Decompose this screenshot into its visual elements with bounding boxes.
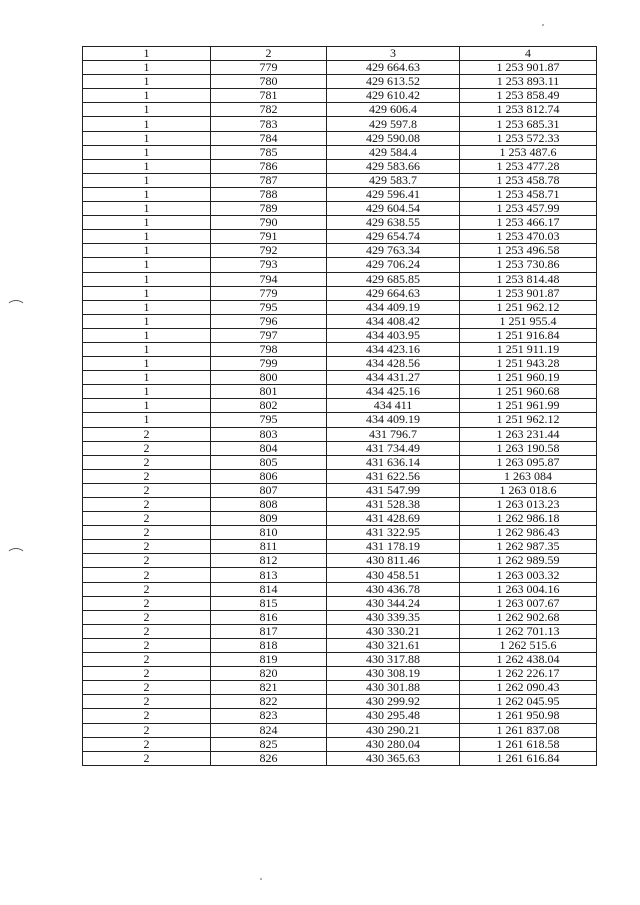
x-coordinate-cell: 431 636.14 — [327, 455, 460, 469]
contour-number-cell: 2 — [83, 638, 211, 652]
contour-number-cell: 1 — [83, 61, 211, 75]
y-coordinate-cell: 1 262 090.43 — [460, 681, 597, 695]
x-coordinate-cell: 430 280.04 — [327, 737, 460, 751]
contour-number-cell: 2 — [83, 610, 211, 624]
contour-number-cell: 2 — [83, 540, 211, 554]
y-coordinate-cell: 1 263 095.87 — [460, 455, 597, 469]
point-number-cell: 814 — [211, 582, 327, 596]
point-number-cell: 795 — [211, 413, 327, 427]
x-coordinate-cell: 429 596.41 — [327, 187, 460, 201]
x-coordinate-cell: 429 654.74 — [327, 230, 460, 244]
contour-number-cell: 1 — [83, 357, 211, 371]
x-coordinate-cell: 430 290.21 — [327, 723, 460, 737]
table-row — [83, 300, 597, 314]
y-coordinate-cell: 1 253 496.58 — [460, 244, 597, 258]
x-coordinate-cell: 431 322.95 — [327, 526, 460, 540]
table-row — [83, 681, 597, 695]
x-coordinate-cell: 429 613.52 — [327, 75, 460, 89]
table-row — [83, 638, 597, 652]
point-number-cell: 811 — [211, 540, 327, 554]
table-row — [83, 695, 597, 709]
x-coordinate-cell: 434 409.19 — [327, 413, 460, 427]
y-coordinate-cell: 1 262 989.59 — [460, 554, 597, 568]
point-number-cell: 816 — [211, 610, 327, 624]
point-number-cell: 787 — [211, 173, 327, 187]
point-number-cell: 813 — [211, 568, 327, 582]
contour-number-cell: 1 — [83, 272, 211, 286]
point-number-cell: 823 — [211, 709, 327, 723]
contour-number-cell: 1 — [83, 145, 211, 159]
y-coordinate-cell: 1 251 960.19 — [460, 371, 597, 385]
table-row — [83, 469, 597, 483]
x-coordinate-cell: 429 583.7 — [327, 173, 460, 187]
x-coordinate-cell: 430 295.48 — [327, 709, 460, 723]
point-number-cell: 782 — [211, 103, 327, 117]
table-row — [83, 385, 597, 399]
point-number-cell: 826 — [211, 751, 327, 765]
table-body — [83, 61, 597, 766]
table-row — [83, 568, 597, 582]
x-coordinate-cell: 434 431.27 — [327, 371, 460, 385]
y-coordinate-cell: 1 253 477.28 — [460, 159, 597, 173]
contour-number-cell: 2 — [83, 427, 211, 441]
point-number-cell: 794 — [211, 272, 327, 286]
point-number-cell: 802 — [211, 399, 327, 413]
y-coordinate-cell: 1 253 812.74 — [460, 103, 597, 117]
table-row — [83, 371, 597, 385]
column-header: 1 — [83, 47, 211, 61]
table-row — [83, 328, 597, 342]
x-coordinate-cell: 430 436.78 — [327, 582, 460, 596]
contour-number-cell: 2 — [83, 737, 211, 751]
point-number-cell: 812 — [211, 554, 327, 568]
point-number-cell: 798 — [211, 342, 327, 356]
x-coordinate-cell: 429 638.55 — [327, 216, 460, 230]
y-coordinate-cell: 1 261 616.84 — [460, 751, 597, 765]
contour-number-cell: 2 — [83, 667, 211, 681]
x-coordinate-cell: 429 597.8 — [327, 117, 460, 131]
contour-number-cell: 1 — [83, 159, 211, 173]
point-number-cell: 800 — [211, 371, 327, 385]
y-coordinate-cell: 1 251 916.84 — [460, 328, 597, 342]
y-coordinate-cell: 1 263 003.32 — [460, 568, 597, 582]
y-coordinate-cell: 1 262 045.95 — [460, 695, 597, 709]
contour-number-cell: 1 — [83, 103, 211, 117]
table-row — [83, 540, 597, 554]
y-coordinate-cell: 1 253 893.11 — [460, 75, 597, 89]
y-coordinate-cell: 1 251 961.99 — [460, 399, 597, 413]
y-coordinate-cell: 1 251 960.68 — [460, 385, 597, 399]
contour-number-cell: 2 — [83, 441, 211, 455]
y-coordinate-cell: 1 261 618.58 — [460, 737, 597, 751]
x-coordinate-cell: 430 321.61 — [327, 638, 460, 652]
y-coordinate-cell: 1 262 701.13 — [460, 624, 597, 638]
contour-number-cell: 2 — [83, 483, 211, 497]
table-row — [83, 357, 597, 371]
table-row — [83, 131, 597, 145]
point-number-cell: 799 — [211, 357, 327, 371]
contour-number-cell: 2 — [83, 582, 211, 596]
point-number-cell: 824 — [211, 723, 327, 737]
table-row — [83, 483, 597, 497]
x-coordinate-cell: 431 547.99 — [327, 483, 460, 497]
point-number-cell: 783 — [211, 117, 327, 131]
x-coordinate-cell: 429 606.4 — [327, 103, 460, 117]
contour-number-cell: 1 — [83, 314, 211, 328]
point-number-cell: 808 — [211, 498, 327, 512]
table-row — [83, 399, 597, 413]
contour-number-cell: 2 — [83, 512, 211, 526]
x-coordinate-cell: 429 610.42 — [327, 89, 460, 103]
column-header: 2 — [211, 47, 327, 61]
point-number-cell: 804 — [211, 441, 327, 455]
contour-number-cell: 2 — [83, 526, 211, 540]
table-row — [83, 554, 597, 568]
contour-number-cell: 2 — [83, 653, 211, 667]
point-number-cell: 788 — [211, 187, 327, 201]
table-row — [83, 272, 597, 286]
x-coordinate-cell: 430 299.92 — [327, 695, 460, 709]
y-coordinate-cell: 1 262 515.6 — [460, 638, 597, 652]
contour-number-cell: 2 — [83, 681, 211, 695]
point-number-cell: 780 — [211, 75, 327, 89]
point-number-cell: 805 — [211, 455, 327, 469]
contour-number-cell: 1 — [83, 202, 211, 216]
y-coordinate-cell: 1 253 487.6 — [460, 145, 597, 159]
contour-number-cell: 1 — [83, 399, 211, 413]
y-coordinate-cell: 1 253 458.78 — [460, 173, 597, 187]
table-row — [83, 441, 597, 455]
contour-number-cell: 2 — [83, 751, 211, 765]
point-number-cell: 819 — [211, 653, 327, 667]
y-coordinate-cell: 1 263 004.16 — [460, 582, 597, 596]
table-row — [83, 498, 597, 512]
punch-hole-mark — [6, 300, 26, 316]
x-coordinate-cell: 430 308.19 — [327, 667, 460, 681]
x-coordinate-cell: 430 344.24 — [327, 596, 460, 610]
table-row — [83, 117, 597, 131]
x-coordinate-cell: 431 528.38 — [327, 498, 460, 512]
contour-number-cell: 1 — [83, 258, 211, 272]
contour-number-cell: 2 — [83, 695, 211, 709]
contour-number-cell: 2 — [83, 596, 211, 610]
x-coordinate-cell: 429 584.4 — [327, 145, 460, 159]
column-header: 3 — [327, 47, 460, 61]
point-number-cell: 821 — [211, 681, 327, 695]
contour-number-cell: 2 — [83, 723, 211, 737]
y-coordinate-cell: 1 263 013.23 — [460, 498, 597, 512]
header-row — [83, 47, 597, 61]
punch-hole-mark — [6, 548, 26, 564]
x-coordinate-cell: 429 664.63 — [327, 286, 460, 300]
x-coordinate-cell: 430 365.63 — [327, 751, 460, 765]
table-row — [83, 216, 597, 230]
table-row — [83, 413, 597, 427]
x-coordinate-cell: 431 796.7 — [327, 427, 460, 441]
x-coordinate-cell: 434 428.56 — [327, 357, 460, 371]
table-row — [83, 610, 597, 624]
contour-number-cell: 1 — [83, 286, 211, 300]
point-number-cell: 790 — [211, 216, 327, 230]
x-coordinate-cell: 434 403.95 — [327, 328, 460, 342]
y-coordinate-cell: 1 253 458.71 — [460, 187, 597, 201]
y-coordinate-cell: 1 263 231.44 — [460, 427, 597, 441]
contour-number-cell: 1 — [83, 244, 211, 258]
point-number-cell: 789 — [211, 202, 327, 216]
y-coordinate-cell: 1 253 901.87 — [460, 286, 597, 300]
x-coordinate-cell: 430 458.51 — [327, 568, 460, 582]
point-number-cell: 779 — [211, 61, 327, 75]
x-coordinate-cell: 429 590.08 — [327, 131, 460, 145]
y-coordinate-cell: 1 251 955.4 — [460, 314, 597, 328]
contour-number-cell: 1 — [83, 75, 211, 89]
table-row — [83, 230, 597, 244]
point-number-cell: 784 — [211, 131, 327, 145]
point-number-cell: 797 — [211, 328, 327, 342]
x-coordinate-cell: 430 811.46 — [327, 554, 460, 568]
y-coordinate-cell: 1 253 457.99 — [460, 202, 597, 216]
y-coordinate-cell: 1 262 987.35 — [460, 540, 597, 554]
x-coordinate-cell: 431 622.56 — [327, 469, 460, 483]
x-coordinate-cell: 434 425.16 — [327, 385, 460, 399]
table-row — [83, 145, 597, 159]
point-number-cell: 785 — [211, 145, 327, 159]
table-row — [83, 512, 597, 526]
point-number-cell: 786 — [211, 159, 327, 173]
point-number-cell: 818 — [211, 638, 327, 652]
point-number-cell: 825 — [211, 737, 327, 751]
y-coordinate-cell: 1 262 902.68 — [460, 610, 597, 624]
table-row — [83, 596, 597, 610]
point-number-cell: 817 — [211, 624, 327, 638]
contour-number-cell: 1 — [83, 413, 211, 427]
table-row — [83, 89, 597, 103]
scan-speck — [260, 878, 262, 880]
y-coordinate-cell: 1 253 466.17 — [460, 216, 597, 230]
table-row — [83, 667, 597, 681]
y-coordinate-cell: 1 253 858.49 — [460, 89, 597, 103]
coordinates-table — [82, 46, 597, 766]
contour-number-cell: 1 — [83, 187, 211, 201]
point-number-cell: 803 — [211, 427, 327, 441]
table-row — [83, 244, 597, 258]
y-coordinate-cell: 1 263 007.67 — [460, 596, 597, 610]
table-row — [83, 103, 597, 117]
y-coordinate-cell: 1 253 730.86 — [460, 258, 597, 272]
contour-number-cell: 1 — [83, 173, 211, 187]
x-coordinate-cell: 434 423.16 — [327, 342, 460, 356]
x-coordinate-cell: 429 685.85 — [327, 272, 460, 286]
table-row — [83, 61, 597, 75]
table-row — [83, 723, 597, 737]
y-coordinate-cell: 1 253 814.48 — [460, 272, 597, 286]
table-row — [83, 427, 597, 441]
point-number-cell: 820 — [211, 667, 327, 681]
x-coordinate-cell: 429 706.24 — [327, 258, 460, 272]
x-coordinate-cell: 430 317.88 — [327, 653, 460, 667]
table-row — [83, 314, 597, 328]
point-number-cell: 792 — [211, 244, 327, 258]
point-number-cell: 781 — [211, 89, 327, 103]
x-coordinate-cell: 429 604.54 — [327, 202, 460, 216]
y-coordinate-cell: 1 262 226.17 — [460, 667, 597, 681]
contour-number-cell: 2 — [83, 554, 211, 568]
x-coordinate-cell: 429 763.34 — [327, 244, 460, 258]
point-number-cell: 795 — [211, 300, 327, 314]
x-coordinate-cell: 430 330.21 — [327, 624, 460, 638]
contour-number-cell: 2 — [83, 498, 211, 512]
contour-number-cell: 2 — [83, 624, 211, 638]
y-coordinate-cell: 1 251 911.19 — [460, 342, 597, 356]
point-number-cell: 810 — [211, 526, 327, 540]
table-row — [83, 751, 597, 765]
x-coordinate-cell: 429 583.66 — [327, 159, 460, 173]
y-coordinate-cell: 1 253 685.31 — [460, 117, 597, 131]
point-number-cell: 779 — [211, 286, 327, 300]
table-row — [83, 455, 597, 469]
table-row — [83, 258, 597, 272]
contour-number-cell: 1 — [83, 216, 211, 230]
contour-number-cell: 2 — [83, 709, 211, 723]
x-coordinate-cell: 431 178.19 — [327, 540, 460, 554]
point-number-cell: 793 — [211, 258, 327, 272]
table-row — [83, 159, 597, 173]
table-row — [83, 342, 597, 356]
contour-number-cell: 1 — [83, 117, 211, 131]
scan-speck — [542, 24, 544, 26]
table-row — [83, 653, 597, 667]
contour-number-cell: 2 — [83, 455, 211, 469]
table-row — [83, 202, 597, 216]
contour-number-cell: 1 — [83, 371, 211, 385]
table-row — [83, 286, 597, 300]
y-coordinate-cell: 1 251 962.12 — [460, 300, 597, 314]
table-row — [83, 173, 597, 187]
y-coordinate-cell: 1 262 438.04 — [460, 653, 597, 667]
y-coordinate-cell: 1 253 470.03 — [460, 230, 597, 244]
point-number-cell: 806 — [211, 469, 327, 483]
table-row — [83, 526, 597, 540]
point-number-cell: 822 — [211, 695, 327, 709]
point-number-cell: 796 — [211, 314, 327, 328]
contour-number-cell: 1 — [83, 328, 211, 342]
table-row — [83, 75, 597, 89]
x-coordinate-cell: 430 301.88 — [327, 681, 460, 695]
x-coordinate-cell: 430 339.35 — [327, 610, 460, 624]
y-coordinate-cell: 1 253 572.33 — [460, 131, 597, 145]
x-coordinate-cell: 431 734.49 — [327, 441, 460, 455]
x-coordinate-cell: 434 408.42 — [327, 314, 460, 328]
x-coordinate-cell: 434 411 — [327, 399, 460, 413]
contour-number-cell: 1 — [83, 385, 211, 399]
y-coordinate-cell: 1 261 950.98 — [460, 709, 597, 723]
table-row — [83, 187, 597, 201]
contour-number-cell: 1 — [83, 300, 211, 314]
column-header: 4 — [460, 47, 597, 61]
contour-number-cell: 2 — [83, 469, 211, 483]
y-coordinate-cell: 1 251 962.12 — [460, 413, 597, 427]
contour-number-cell: 2 — [83, 568, 211, 582]
contour-number-cell: 1 — [83, 131, 211, 145]
contour-number-cell: 1 — [83, 342, 211, 356]
point-number-cell: 815 — [211, 596, 327, 610]
point-number-cell: 809 — [211, 512, 327, 526]
y-coordinate-cell: 1 263 190.58 — [460, 441, 597, 455]
y-coordinate-cell: 1 253 901.87 — [460, 61, 597, 75]
point-number-cell: 807 — [211, 483, 327, 497]
table-row — [83, 582, 597, 596]
y-coordinate-cell: 1 263 018.6 — [460, 483, 597, 497]
y-coordinate-cell: 1 261 837.08 — [460, 723, 597, 737]
table-row — [83, 709, 597, 723]
table-row — [83, 624, 597, 638]
y-coordinate-cell: 1 251 943.28 — [460, 357, 597, 371]
table-row — [83, 737, 597, 751]
y-coordinate-cell: 1 263 084 — [460, 469, 597, 483]
x-coordinate-cell: 429 664.63 — [327, 61, 460, 75]
x-coordinate-cell: 434 409.19 — [327, 300, 460, 314]
x-coordinate-cell: 431 428.69 — [327, 512, 460, 526]
contour-number-cell: 1 — [83, 89, 211, 103]
point-number-cell: 801 — [211, 385, 327, 399]
y-coordinate-cell: 1 262 986.18 — [460, 512, 597, 526]
y-coordinate-cell: 1 262 986.43 — [460, 526, 597, 540]
contour-number-cell: 1 — [83, 230, 211, 244]
point-number-cell: 791 — [211, 230, 327, 244]
